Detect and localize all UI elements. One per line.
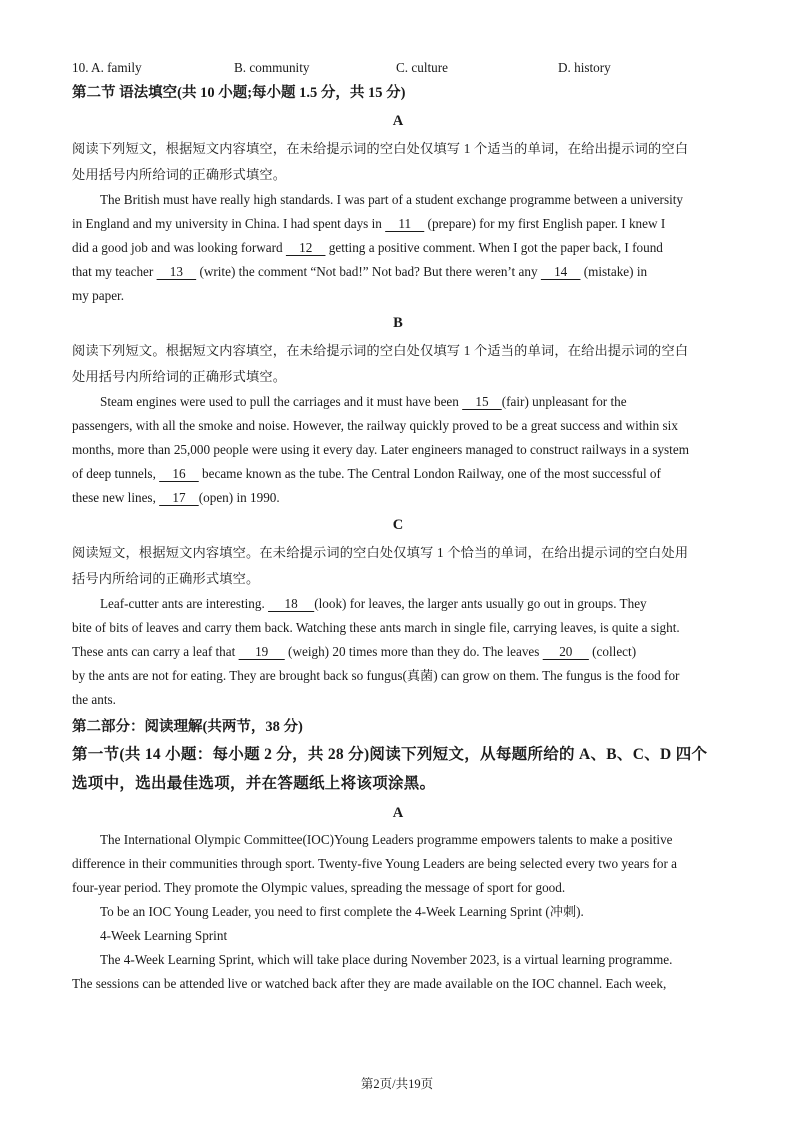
part-title-reading: 第二部分：阅读理解(共两节，38 分) (72, 719, 303, 735)
blank-20: 20 (542, 644, 589, 659)
text-line: bite of bits of leaves and carry them back. Watching these ants march in single file, carrying leaves, is quite a sight. (72, 620, 680, 635)
text-span: these new lines, (72, 490, 160, 505)
option-a: 10. A. family (72, 60, 142, 75)
text-line: To be an IOC Young Leader, you need to first complete the 4-Week Learning Sprint (冲刺). (100, 904, 584, 919)
blank-19: 19 (238, 644, 285, 659)
text-line (72, 212, 724, 236)
text-span: Leaf-cutter ants are interesting. (100, 596, 269, 611)
text-line: four-year period. They promote the Olympic values, spreading the message of sport for good. (72, 880, 566, 895)
text-span: did a good job and was looking forward (72, 240, 286, 255)
question-10-options (72, 56, 724, 80)
text-span: (collect) (588, 644, 637, 659)
blank-12: 12 (285, 240, 326, 255)
passage-c-text (72, 592, 724, 712)
text-span: (write) the comment “Not bad!” Not bad? But there weren’t any (196, 264, 541, 279)
text-span: in England and my university in China. I had spent days in (72, 216, 386, 231)
text-line (72, 236, 724, 260)
text-line: my paper. (72, 288, 125, 303)
passage-b-label: B (393, 315, 403, 331)
text-line: months, more than 25,000 people were using it every day. Later engineers managed to construct railways in a system (72, 442, 689, 457)
text-span: (look) for leaves, the larger ants usually go out in groups. They (314, 596, 647, 611)
text-span: became known as the tube. The Central London Railway, one of the most successful of (198, 466, 661, 481)
instruction-line: 处用括号内所给词的正确形式填空。 (72, 369, 287, 384)
option-b: B. community (234, 60, 310, 75)
text-line (72, 486, 724, 510)
blank-16: 16 (159, 466, 199, 481)
blank-14: 14 (540, 264, 581, 279)
text-line (72, 390, 724, 414)
subheading: 4-Week Learning Sprint (100, 928, 228, 943)
section-title-line: 选项中，选出最佳选项，并在答题纸上将该项涂黑。 (72, 775, 436, 792)
section-title-reading (72, 740, 724, 798)
passage-a-text (72, 188, 724, 308)
reading-a-label: A (392, 805, 404, 821)
section-title-line: 第一节(共 14 小题：每小题 2 分，共 28 分)阅读下列短文，从每题所给的 A、B、C、D 四个 (72, 746, 708, 763)
text-line: The International Olympic Committee(IOC)Young Leaders programme empowers talents to make a positive (100, 832, 673, 847)
passage-a-instruction (72, 136, 724, 188)
text-span: of deep tunnels, (72, 466, 160, 481)
blank-18: 18 (268, 596, 315, 611)
text-line: by the ants are not for eating. They are brought back so fungus(真菌) can grow on them. The fungus is the food for (72, 668, 680, 683)
blank-13: 13 (156, 264, 197, 279)
text-line: The sessions can be attended live or watched back after they are made available on the IOC channel. Each week, (72, 976, 667, 991)
passage-b-instruction (72, 338, 724, 390)
reading-a-text (72, 828, 724, 996)
document-page (72, 58, 724, 996)
text-span: These ants can carry a leaf that (72, 644, 239, 659)
page-number: 第2页/共19页 (360, 1077, 434, 1091)
instruction-line: 阅读下列短文，根据短文内容填空，在未给提示词的空白处仅填写 1 个适当的单词，在给出提示词的空白 (72, 141, 689, 156)
text-line: passengers, with all the smoke and noise. However, the railway quickly proved to be a great success and within six (72, 418, 678, 433)
passage-a-label: A (392, 113, 404, 129)
text-line: The 4-Week Learning Sprint, which will take place during November 2023, is a virtual learning programme. (100, 952, 673, 967)
blank-17: 17 (159, 490, 199, 505)
instruction-line: 括号内所给词的正确形式填空。 (72, 571, 260, 586)
text-span: (open) in 1990. (198, 490, 280, 505)
blank-15: 15 (462, 394, 502, 409)
text-span: (prepare) for my first English paper. I knew I (424, 216, 666, 231)
text-line: difference in their communities through sport. Twenty-five Young Leaders are being selected every two years for a (72, 856, 678, 871)
text-line (72, 592, 724, 616)
instruction-line: 阅读短文，根据短文内容填空。在未给提示词的空白处仅填写 1 个恰当的单词，在给出提示词的空白处用 (72, 545, 689, 560)
text-line (72, 260, 724, 284)
section-title-grammar: 第二节 语法填空(共 10 小题;每小题 1.5 分，共 15 分) (72, 85, 406, 101)
text-line: the ants. (72, 692, 116, 707)
passage-b-text (72, 390, 724, 510)
instruction-line: 阅读下列短文。根据短文内容填空，在未给提示词的空白处仅填写 1 个适当的单词，在给出提示词的空白 (72, 343, 689, 358)
text-span: getting a positive comment. When I got the paper back, I found (325, 240, 663, 255)
text-span: (weigh) 20 times more than they do. The leaves (284, 644, 543, 659)
instruction-line: 处用括号内所给词的正确形式填空。 (72, 167, 287, 182)
blank-11: 11 (385, 216, 425, 231)
text-span: Steam engines were used to pull the carriages and it must have been (100, 394, 463, 409)
text-line: The British must have really high standards. I was part of a student exchange programme between a university (100, 192, 684, 207)
text-span: (mistake) in (580, 264, 648, 279)
text-line (72, 640, 724, 664)
text-span: that my teacher (72, 264, 157, 279)
text-span: (fair) unpleasant for the (501, 394, 627, 409)
option-d: D. history (558, 60, 611, 75)
text-line (72, 462, 724, 486)
passage-c-instruction (72, 540, 724, 592)
passage-c-label: C (392, 517, 404, 533)
option-c: C. culture (396, 60, 449, 75)
